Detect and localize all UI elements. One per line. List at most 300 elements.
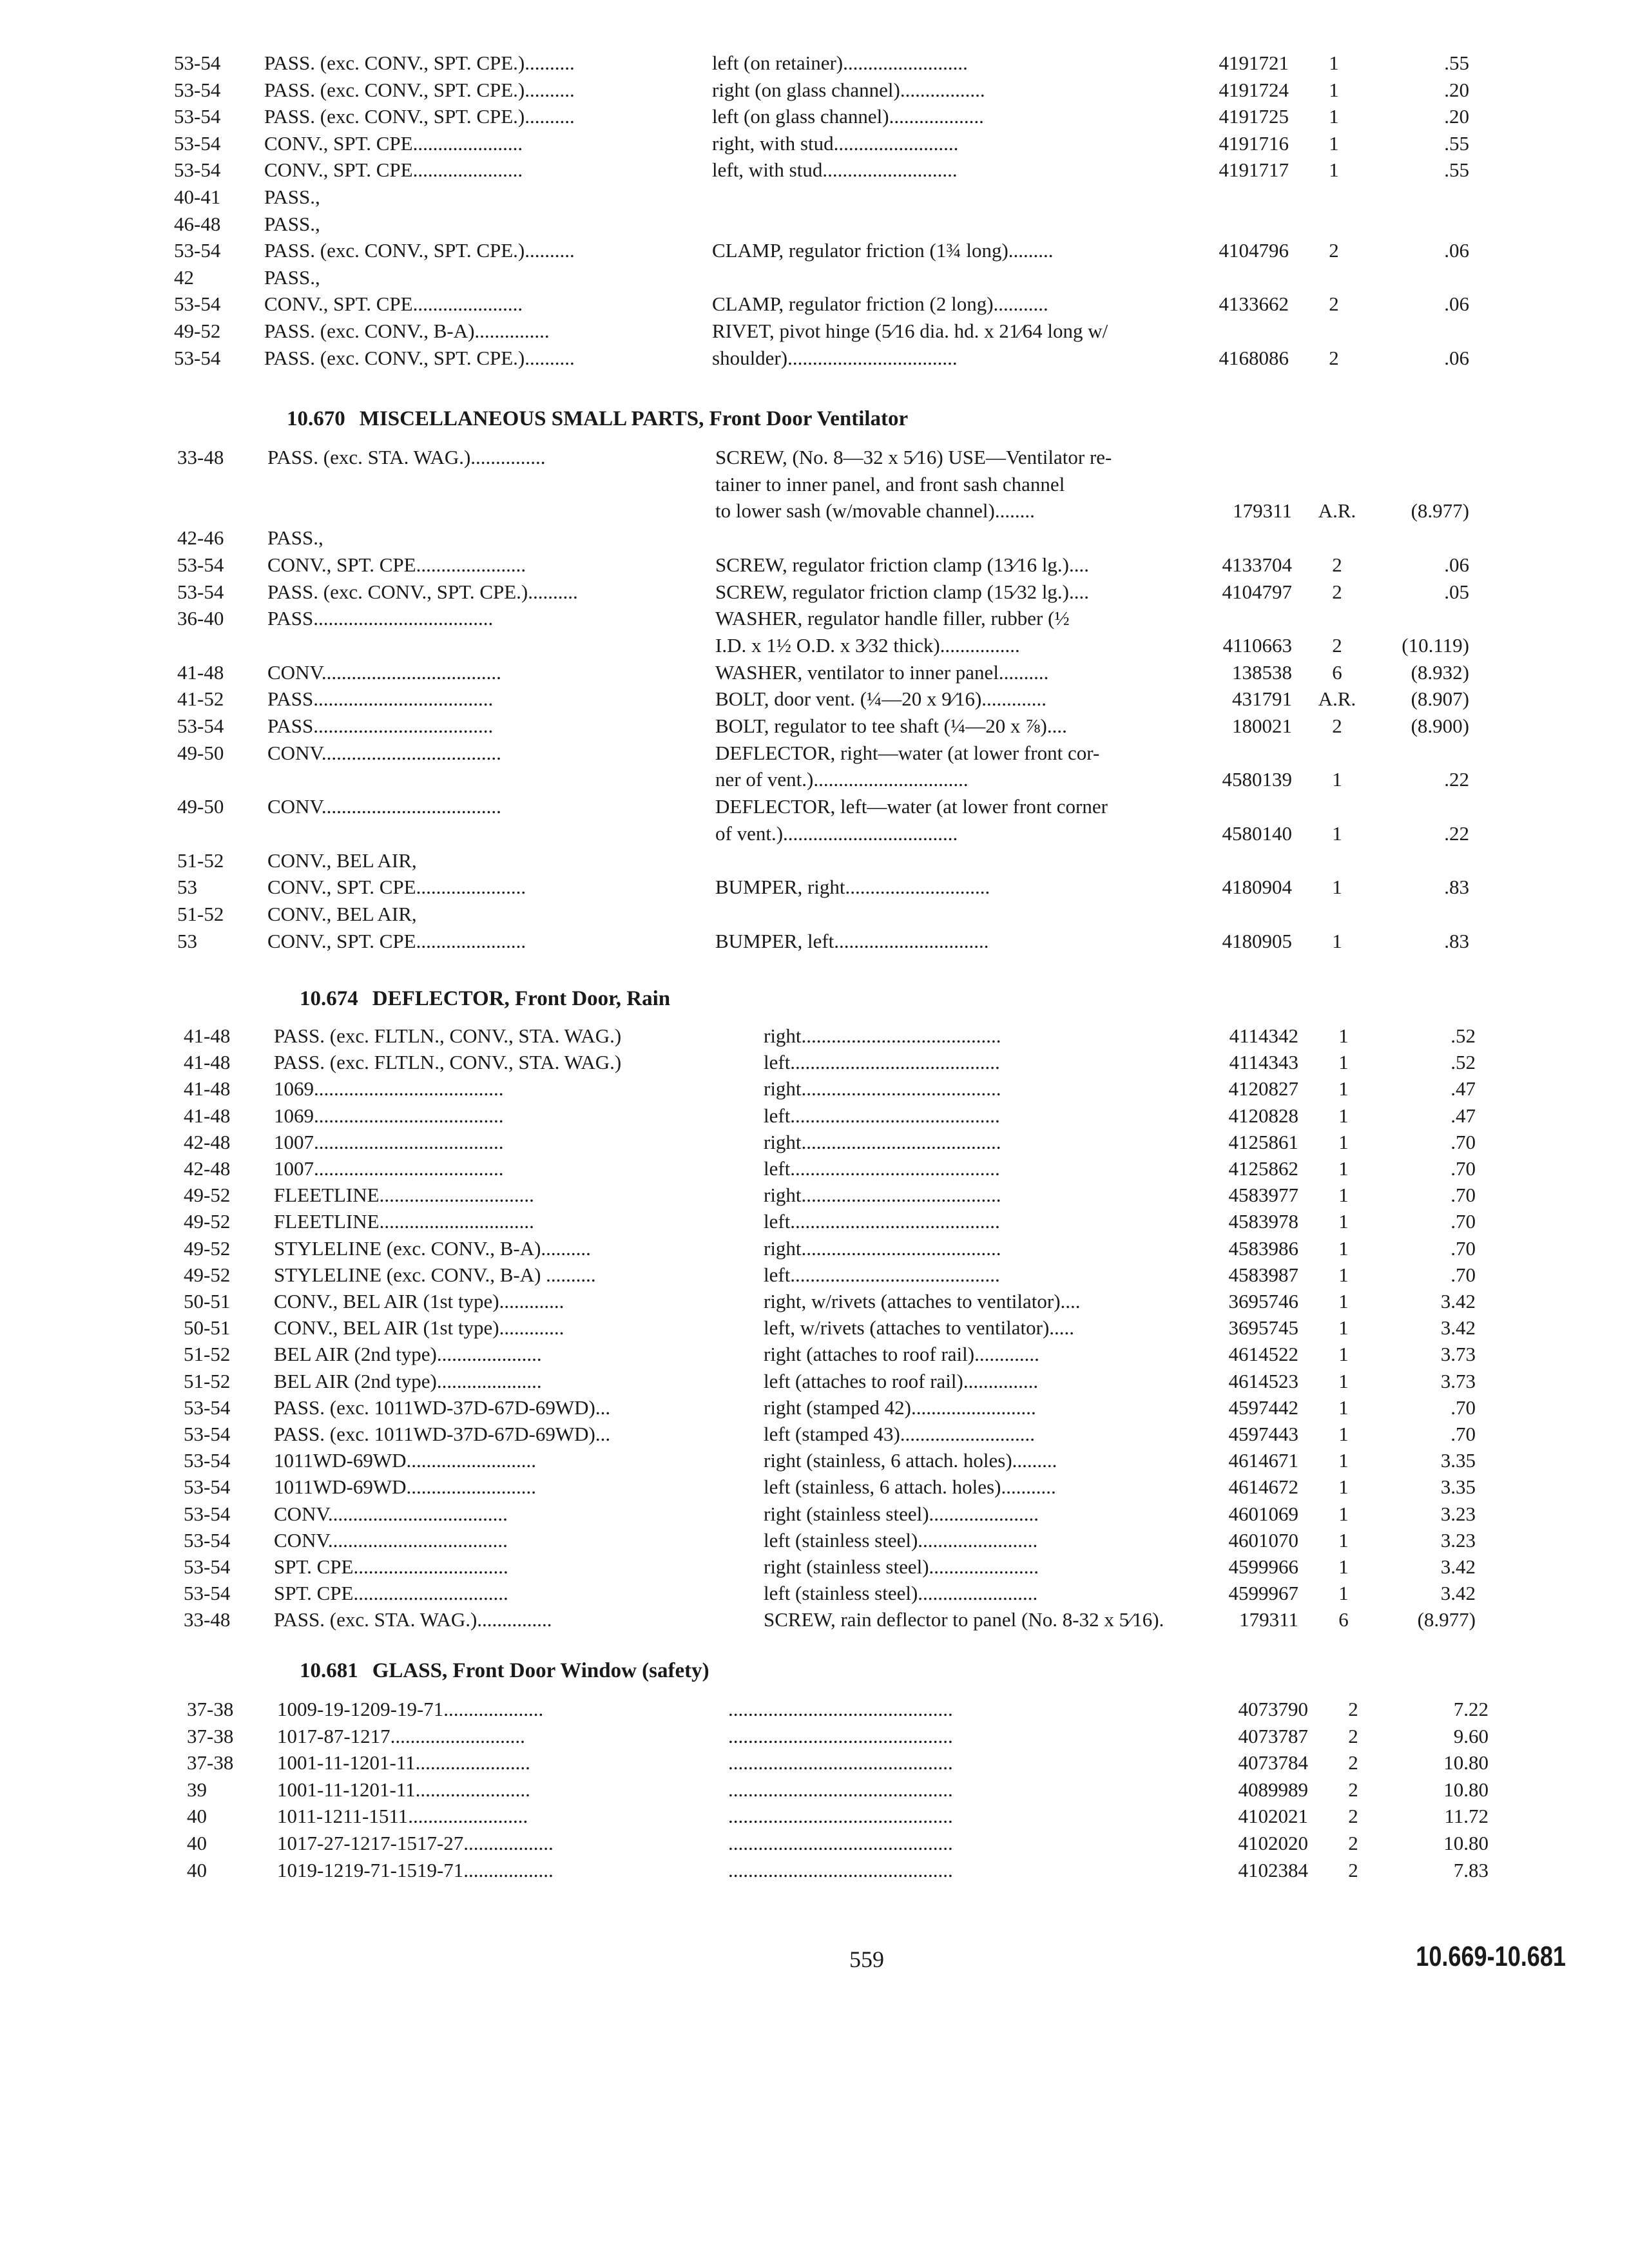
part-description (712, 265, 1173, 291)
list-price: 3.35 (1440, 1449, 1476, 1472)
year-range: 40 (187, 1805, 207, 1828)
table-row (0, 579, 1629, 605)
part-number: 179311 (1239, 1608, 1298, 1631)
year-range: 49-52 (174, 320, 221, 342)
quantity: 1 (1329, 159, 1339, 182)
list-price: .05 (1444, 580, 1469, 603)
list-price: .70 (1451, 1210, 1476, 1233)
year-range: 42-48 (184, 1157, 231, 1180)
part-description: I.D. x 1½ O.D. x 3⁄32 thick)................ (715, 633, 1020, 657)
part-description (715, 848, 1176, 874)
table-row (0, 1341, 1629, 1367)
part-description: BUMPER, left............................... (715, 929, 989, 952)
table-row (0, 1289, 1629, 1314)
model-applic: PASS. (exc. STA. WAG.)............... (274, 1608, 552, 1631)
model-applic: PASS., (264, 186, 320, 208)
model-applic: BEL AIR (2nd type)..................... (274, 1369, 542, 1392)
part-number: 4073790 (1238, 1698, 1308, 1720)
quantity: 2 (1348, 1805, 1358, 1828)
quantity: 1 (1329, 131, 1339, 155)
part-number: 4110663 (1222, 633, 1292, 657)
part-number: 4614671 (1228, 1449, 1298, 1472)
list-price: .47 (1451, 1104, 1476, 1127)
part-number: 4599967 (1228, 1582, 1298, 1605)
model-applic (267, 633, 680, 658)
model-applic: CONV., SPT. CPE...................... (267, 929, 526, 952)
year-range: 53-54 (177, 553, 224, 576)
model-applic: SPT. CPE............................... (274, 1555, 508, 1578)
year-range: 40-41 (174, 186, 221, 208)
year-range: 50-51 (184, 1316, 231, 1340)
model-applic: 1017-87-1217........................... (277, 1724, 525, 1747)
model-applic: PASS. (exc. FLTLN., CONV., STA. WAG.) (274, 1051, 622, 1074)
model-applic: PASS., (267, 526, 323, 550)
table-row (0, 606, 1629, 631)
quantity: 1 (1338, 1343, 1349, 1366)
section-title: GLASS, Front Door Window (safety) (372, 1659, 709, 1682)
table-row (0, 686, 1629, 712)
model-applic: CONV., BEL AIR, (267, 902, 417, 925)
part-description: left, w/rivets (attaches to ventilator)..... (764, 1316, 1075, 1340)
model-applic: CONV.................................... (274, 1528, 508, 1552)
list-price: (8.977) (1417, 1608, 1476, 1631)
model-applic: PASS. (exc. CONV., SPT. CPE.).......... (264, 52, 575, 74)
part-number: 3695746 (1228, 1290, 1298, 1312)
table-row (0, 157, 1629, 183)
quantity: 2 (1348, 1778, 1358, 1801)
list-price: .52 (1451, 1024, 1476, 1047)
part-description: left.......................................... (764, 1104, 1000, 1127)
year-range: 53-54 (174, 346, 221, 369)
year-range: 53 (177, 929, 197, 952)
model-applic: STYLELINE (exc. CONV., B-A) .......... (274, 1263, 596, 1286)
year-range: 49-52 (184, 1184, 231, 1207)
part-description: left.......................................... (764, 1263, 1000, 1286)
list-price: 10.80 (1443, 1832, 1489, 1854)
model-applic: CONV., SPT. CPE...................... (267, 553, 526, 576)
part-description (715, 901, 1176, 927)
model-applic: PASS. (exc. CONV., SPT. CPE.).......... (264, 239, 575, 262)
part-number: 4614522 (1228, 1343, 1298, 1366)
year-range: 37-38 (187, 1698, 234, 1720)
part-number: 4583987 (1228, 1263, 1298, 1286)
quantity: 1 (1329, 52, 1339, 74)
part-number: 4102021 (1238, 1805, 1308, 1828)
table-row (0, 318, 1629, 344)
part-number: 4191716 (1219, 131, 1289, 155)
list-price: 9.60 (1453, 1724, 1489, 1747)
part-description: right (stamped 42)......................... (764, 1396, 1036, 1419)
part-description: right........................................ (764, 1130, 1001, 1153)
quantity: 1 (1329, 105, 1339, 128)
part-number: 4133704 (1222, 553, 1292, 576)
model-applic: BEL AIR (2nd type)..................... (274, 1343, 542, 1366)
quantity: 2 (1348, 1724, 1358, 1747)
year-range: 53-54 (184, 1582, 231, 1605)
model-applic: CONV., SPT. CPE...................... (264, 131, 523, 155)
part-description: right (on glass channel)................. (712, 78, 985, 101)
model-applic: FLEETLINE............................... (274, 1184, 534, 1207)
part-number: 4580140 (1222, 822, 1292, 845)
part-number: 3695745 (1228, 1316, 1298, 1340)
part-description (712, 211, 1173, 237)
table-row (0, 1474, 1629, 1500)
quantity: 1 (1338, 1502, 1349, 1525)
part-description: left, with stud........................... (712, 159, 958, 182)
part-description: right (attaches to roof rail)............. (764, 1343, 1039, 1366)
part-description (715, 525, 1176, 551)
part-description: left (stainless steel)........................ (764, 1528, 1038, 1552)
model-applic: 1001-11-1201-11....................... (277, 1751, 530, 1774)
quantity: 1 (1338, 1528, 1349, 1552)
part-description: left (attaches to roof rail)............... (764, 1369, 1039, 1392)
part-number: 4102020 (1238, 1832, 1308, 1854)
year-range: 53-54 (184, 1449, 231, 1472)
part-description: BUMPER, right............................. (715, 876, 990, 899)
model-applic: PASS. (exc. CONV., SPT. CPE.).......... (264, 78, 575, 101)
model-applic: 1011-1211-1511........................ (277, 1805, 528, 1828)
year-range: 36-40 (177, 607, 224, 630)
list-price: .70 (1451, 1130, 1476, 1153)
part-number: 4125862 (1228, 1157, 1298, 1180)
quantity: 1 (1338, 1157, 1349, 1180)
year-range: 42-48 (184, 1130, 231, 1153)
part-description: WASHER, regulator handle filler, rubber (½ (715, 607, 1070, 630)
part-description: left (stainless, 6 attach. holes)........... (764, 1475, 1056, 1499)
list-price: .55 (1444, 131, 1469, 155)
table-row (0, 77, 1629, 103)
quantity: 1 (1338, 1423, 1349, 1445)
quantity: 1 (1338, 1263, 1349, 1286)
model-applic: CONV.................................... (267, 795, 501, 818)
part-description: WASHER, ventilator to inner panel.......... (715, 660, 1049, 684)
table-row (0, 1581, 1629, 1606)
table-row (0, 1554, 1629, 1580)
quantity: 6 (1332, 660, 1342, 684)
part-description: ............................................. (728, 1724, 953, 1747)
part-number: 4583977 (1228, 1184, 1298, 1207)
model-applic: SPT. CPE............................... (274, 1582, 508, 1605)
part-description: right, w/rivets (attaches to ventilator).... (764, 1290, 1081, 1312)
part-description: CLAMP, regulator friction (2 long)........... (712, 293, 1048, 316)
section-number: 10.670 (287, 407, 345, 430)
page-number: 559 (849, 1946, 884, 1972)
part-description: SCREW, regulator friction clamp (15⁄32 lg.).... (715, 580, 1090, 603)
model-applic: STYLELINE (exc. CONV., B-A).......... (274, 1236, 591, 1260)
year-range: 41-48 (184, 1104, 231, 1127)
part-description: ............................................. (728, 1778, 953, 1801)
part-description: BOLT, regulator to tee shaft (¼—20 x ⅞).... (715, 715, 1067, 737)
year-range: 53-54 (174, 78, 221, 101)
quantity: A.R. (1318, 499, 1356, 523)
part-description: to lower sash (w/movable channel)........ (715, 499, 1035, 523)
list-price: .22 (1444, 822, 1469, 845)
table-row (0, 184, 1629, 210)
table-row (0, 1050, 1629, 1075)
year-range: 42 (174, 265, 194, 289)
part-number: 4583986 (1228, 1236, 1298, 1260)
year-range: 51-52 (184, 1369, 231, 1392)
part-number: 4104797 (1222, 580, 1292, 603)
part-number: 4601070 (1228, 1528, 1298, 1552)
part-description: right........................................ (764, 1024, 1001, 1047)
part-number: 4614672 (1228, 1475, 1298, 1499)
table-row (0, 848, 1629, 874)
model-applic: FLEETLINE............................... (274, 1210, 534, 1233)
table-row (0, 928, 1629, 954)
year-range: 49-52 (184, 1210, 231, 1233)
model-applic: CONV., SPT. CPE...................... (267, 876, 526, 899)
model-applic: PASS. (exc. CONV., SPT. CPE.).......... (267, 580, 578, 603)
model-applic: 1001-11-1201-11....................... (277, 1778, 530, 1801)
table-row (0, 1262, 1629, 1288)
list-price: .70 (1451, 1236, 1476, 1260)
year-range: 33-48 (184, 1608, 231, 1631)
part-description: DEFLECTOR, right—water (at lower front cor- (715, 741, 1100, 764)
table-row (0, 1182, 1629, 1208)
quantity: 2 (1329, 293, 1339, 316)
table-row (0, 633, 1629, 658)
quantity: 1 (1329, 78, 1339, 101)
part-number: 4073787 (1238, 1724, 1308, 1747)
table-row (0, 1315, 1629, 1341)
quantity: 2 (1348, 1751, 1358, 1774)
list-price: .70 (1451, 1263, 1476, 1286)
table-row (0, 1528, 1629, 1553)
quantity: 1 (1338, 1130, 1349, 1153)
part-description: left.......................................... (764, 1210, 1000, 1233)
quantity: 1 (1332, 876, 1342, 899)
year-range: 49-50 (177, 741, 224, 764)
model-applic: PASS. (exc. CONV., B-A)............... (264, 320, 550, 342)
quantity: 1 (1338, 1290, 1349, 1312)
part-description: left (on glass channel)................... (712, 105, 984, 128)
part-number: 4191725 (1219, 105, 1289, 128)
quantity: 1 (1338, 1475, 1349, 1499)
part-number: 4180904 (1222, 876, 1292, 899)
model-applic: 1007...................................... (274, 1130, 504, 1153)
model-applic (267, 472, 680, 497)
table-row (0, 1831, 1629, 1856)
list-price: .06 (1444, 346, 1469, 369)
model-applic: 1019-1219-71-1519-71.................. (277, 1858, 554, 1881)
quantity: 2 (1329, 239, 1339, 262)
year-range: 49-52 (184, 1263, 231, 1286)
table-row (0, 238, 1629, 264)
quantity: 1 (1338, 1210, 1349, 1233)
list-price: .20 (1444, 78, 1469, 101)
part-description: ............................................. (728, 1751, 953, 1774)
year-range: 49-52 (184, 1236, 231, 1260)
year-range: 53-54 (184, 1555, 231, 1578)
table-row (0, 901, 1629, 927)
model-applic: CONV.................................... (274, 1502, 508, 1525)
part-number: 431791 (1232, 687, 1292, 711)
list-price: .55 (1444, 159, 1469, 182)
list-price: (10.119) (1402, 633, 1469, 657)
part-number: 4601069 (1228, 1502, 1298, 1525)
section-title: MISCELLANEOUS SMALL PARTS, Front Door Ventilator (359, 407, 909, 430)
model-applic: CONV., BEL AIR (1st type)............. (274, 1316, 564, 1340)
part-number: 4599966 (1228, 1555, 1298, 1578)
model-applic: 1011WD-69WD.......................... (274, 1475, 536, 1499)
year-range: 41-48 (184, 1024, 231, 1047)
quantity: 1 (1332, 929, 1342, 952)
part-number: 4168086 (1219, 346, 1289, 369)
year-range: 50-51 (184, 1290, 231, 1312)
model-applic (267, 498, 680, 524)
quantity: 1 (1338, 1236, 1349, 1260)
year-range: 53-54 (174, 131, 221, 155)
table-row (0, 1209, 1629, 1235)
part-number: 4191717 (1219, 159, 1289, 182)
table-row (0, 1156, 1629, 1182)
table-row (0, 211, 1629, 237)
section-number: 10.674 (300, 987, 358, 1010)
quantity: A.R. (1318, 687, 1356, 711)
model-applic (267, 821, 680, 847)
list-price: 3.35 (1440, 1475, 1476, 1499)
list-price: 7.83 (1453, 1858, 1489, 1881)
table-row (0, 1369, 1629, 1394)
table-row (0, 1236, 1629, 1262)
list-price: .52 (1451, 1051, 1476, 1074)
year-range: 53-54 (184, 1475, 231, 1499)
list-price: 3.42 (1440, 1290, 1476, 1312)
table-row (0, 525, 1629, 551)
quantity: 2 (1348, 1698, 1358, 1720)
quantity: 2 (1332, 553, 1342, 576)
table-row (0, 498, 1629, 524)
part-number: 4125861 (1228, 1130, 1298, 1153)
list-price: 10.80 (1443, 1751, 1489, 1774)
model-applic: PASS.................................... (267, 607, 494, 630)
part-description: right........................................ (764, 1184, 1001, 1207)
table-row (0, 660, 1629, 686)
model-applic: PASS. (exc. CONV., SPT. CPE.).......... (264, 105, 575, 128)
list-price: .06 (1444, 293, 1469, 316)
quantity: 2 (1332, 715, 1342, 737)
part-description (712, 184, 1173, 210)
table-row (0, 104, 1629, 130)
year-range: 51-52 (184, 1343, 231, 1366)
quantity: 1 (1338, 1555, 1349, 1578)
part-description: ............................................. (728, 1698, 953, 1720)
part-description: right, with stud......................... (712, 131, 959, 155)
part-description: left.......................................... (764, 1157, 1000, 1180)
part-number: 4180905 (1222, 929, 1292, 952)
list-price: .06 (1444, 239, 1469, 262)
list-price: 3.23 (1440, 1528, 1476, 1552)
quantity: 1 (1338, 1184, 1349, 1207)
quantity: 1 (1338, 1051, 1349, 1074)
model-applic: PASS. (exc. CONV., SPT. CPE.).......... (264, 346, 575, 369)
year-range: 51-52 (177, 902, 224, 925)
part-description: ............................................. (728, 1832, 953, 1854)
table-row (0, 1777, 1629, 1803)
quantity: 1 (1338, 1077, 1349, 1100)
year-range: 53-54 (174, 293, 221, 316)
part-number: 4597442 (1228, 1396, 1298, 1419)
part-number: 4120827 (1228, 1077, 1298, 1100)
list-price: 3.23 (1440, 1502, 1476, 1525)
list-price: 3.42 (1440, 1582, 1476, 1605)
list-price: 7.22 (1453, 1698, 1489, 1720)
model-applic: PASS., (264, 265, 320, 289)
part-description: right........................................ (764, 1236, 1001, 1260)
part-number: 4089989 (1238, 1778, 1308, 1801)
part-description: left (stainless steel)........................ (764, 1582, 1038, 1605)
table-row (0, 713, 1629, 739)
part-description: SCREW, (No. 8—32 x 5⁄16) USE—Ventilator re- (715, 446, 1112, 468)
year-range: 49-50 (177, 795, 224, 818)
list-price: 3.73 (1440, 1343, 1476, 1366)
model-applic: 1017-27-1217-1517-27.................. (277, 1832, 554, 1854)
list-price: .20 (1444, 105, 1469, 128)
list-price: 3.42 (1440, 1555, 1476, 1578)
table-row (0, 1129, 1629, 1155)
list-price: .70 (1451, 1184, 1476, 1207)
list-price: (8.907) (1411, 687, 1469, 711)
model-applic: PASS.................................... (267, 715, 494, 737)
quantity: 6 (1338, 1608, 1349, 1631)
model-applic: PASS. (exc. 1011WD-37D-67D-69WD)... (274, 1396, 611, 1419)
model-applic: CONV.................................... (267, 741, 501, 764)
year-range: 41-48 (177, 660, 224, 684)
table-row (0, 131, 1629, 157)
table-row (0, 345, 1629, 371)
quantity: 2 (1332, 580, 1342, 603)
part-description: right........................................ (764, 1077, 1001, 1100)
part-description: SCREW, rain deflector to panel (No. 8-32 x 5⁄16). (764, 1608, 1164, 1631)
part-description: right (stainless, 6 attach. holes)......... (764, 1449, 1057, 1472)
year-range: 41-52 (177, 687, 224, 711)
list-price: .55 (1444, 52, 1469, 74)
year-range: 53 (177, 876, 197, 899)
list-price: (8.977) (1411, 499, 1469, 523)
year-range: 53-54 (184, 1423, 231, 1445)
model-applic: PASS. (exc. STA. WAG.)............... (267, 446, 546, 468)
year-range: 53-54 (174, 159, 221, 182)
quantity: 1 (1338, 1449, 1349, 1472)
part-number: 4120828 (1228, 1104, 1298, 1127)
part-number: 138538 (1232, 660, 1292, 684)
quantity: 1 (1338, 1396, 1349, 1419)
list-price: .83 (1444, 929, 1469, 952)
year-range: 53-54 (184, 1396, 231, 1419)
quantity: 1 (1332, 768, 1342, 791)
year-range: 51-52 (177, 849, 224, 872)
quantity: 2 (1332, 633, 1342, 657)
section-heading (300, 985, 670, 1013)
part-number: 4191724 (1219, 78, 1289, 101)
list-price: 10.80 (1443, 1778, 1489, 1801)
list-price: 3.73 (1440, 1369, 1476, 1392)
model-applic: 1011WD-69WD.......................... (274, 1449, 536, 1472)
quantity: 1 (1338, 1316, 1349, 1340)
year-range: 53-54 (177, 715, 224, 737)
part-description: BOLT, door vent. (¼—20 x 9⁄16)............. (715, 687, 1047, 711)
part-description: shoulder).................................. (712, 346, 958, 369)
year-range: 40 (187, 1858, 207, 1881)
year-range: 41-48 (184, 1077, 231, 1100)
part-description: left (stamped 43)........................... (764, 1423, 1036, 1445)
list-price: 3.42 (1440, 1316, 1476, 1340)
part-number: 4114342 (1229, 1024, 1298, 1047)
list-price: 11.72 (1444, 1805, 1489, 1828)
list-price: .06 (1444, 553, 1469, 576)
table-row (0, 1607, 1629, 1633)
